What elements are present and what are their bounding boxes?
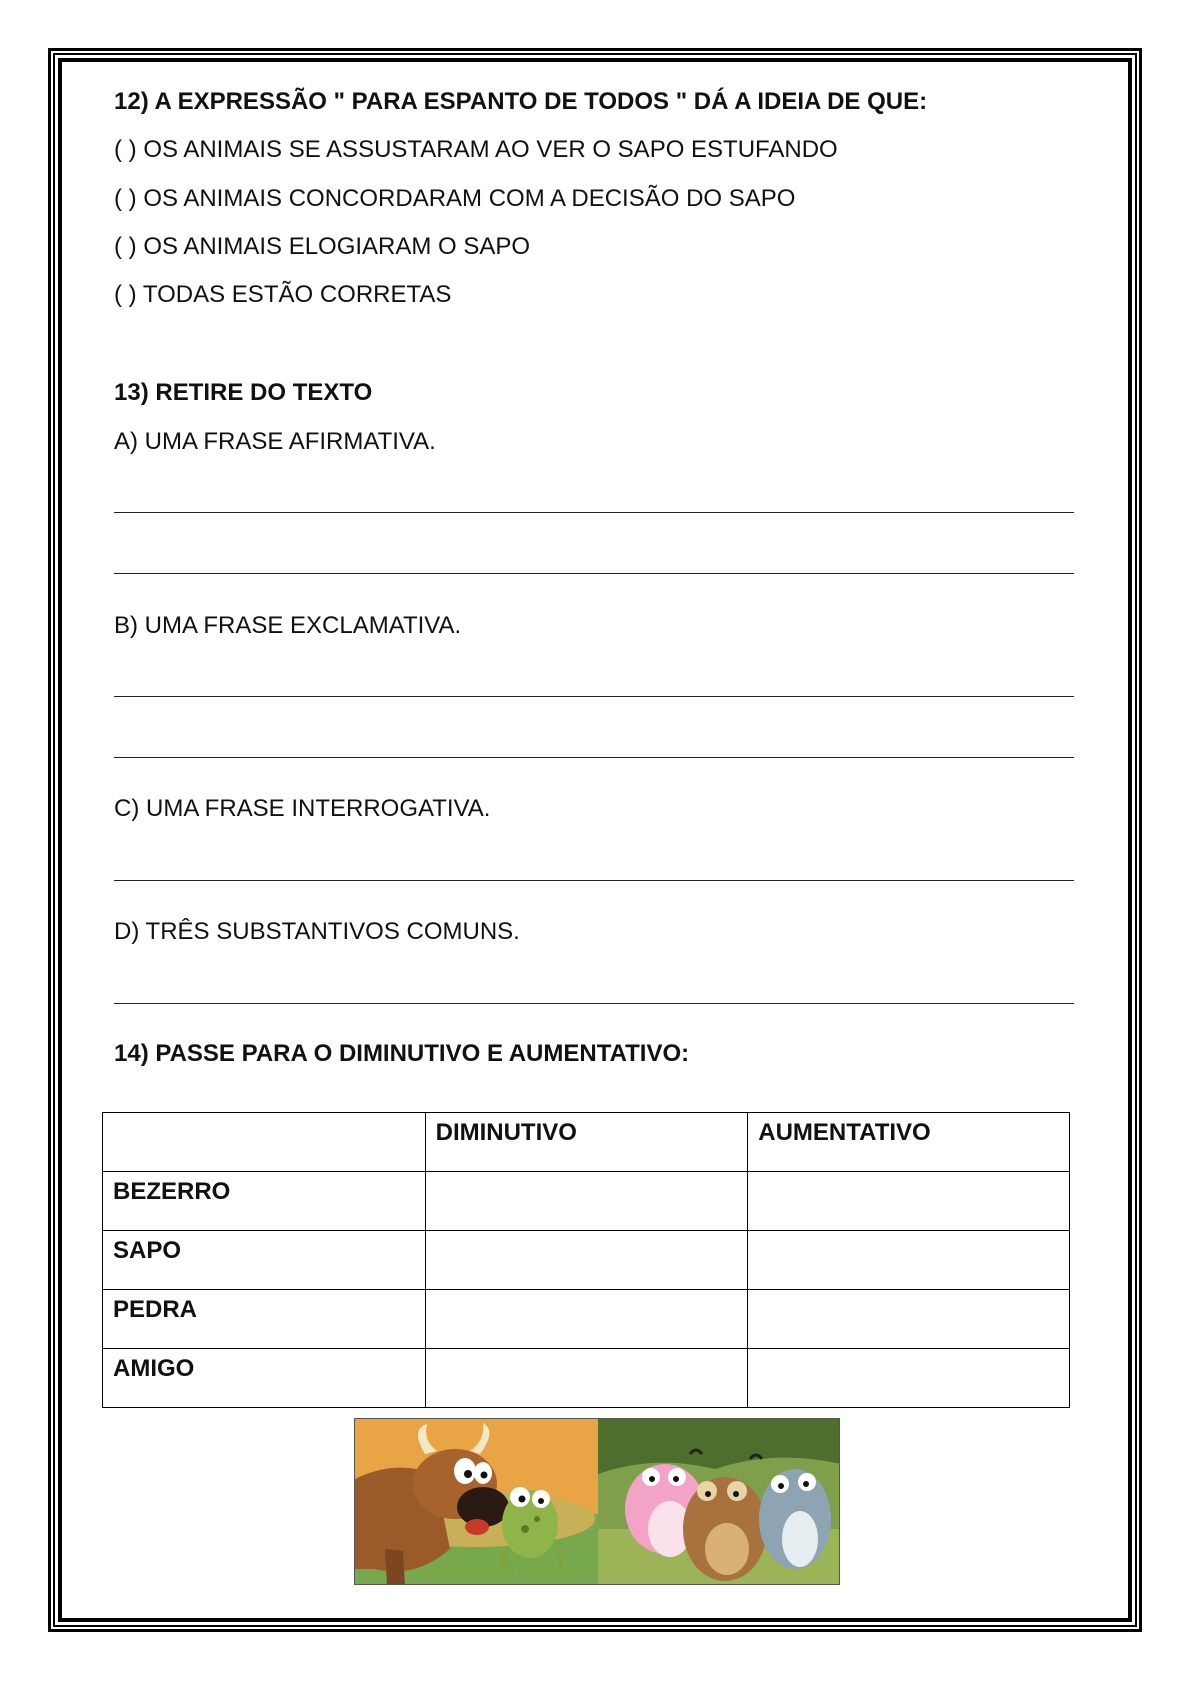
question-13-title: 13) RETIRE DO TEXTO [114,379,373,406]
answer-line[interactable] [114,512,1074,513]
table-row-word: AMIGO [103,1349,426,1408]
diminutive-answer-cell[interactable] [425,1290,748,1349]
question-12-option-1[interactable]: ( ) OS ANIMAIS SE ASSUSTARAM AO VER O SAPO ESTUFANDO [114,136,838,163]
augmentative-answer-cell[interactable] [748,1172,1070,1231]
table-row [103,1231,1070,1290]
question-12-option-3[interactable]: ( ) OS ANIMAIS ELOGIARAM O SAPO [114,233,531,260]
table-row [103,1172,1070,1231]
table-header-row [103,1113,1070,1172]
table-header-empty [103,1113,426,1172]
answer-line[interactable] [114,757,1074,758]
question-12-title: 12) A EXPRESSÃO " PARA ESPANTO DE TODOS " DÁ A IDEIA DE QUE: [114,88,928,115]
question-12-option-2[interactable]: ( ) OS ANIMAIS CONCORDARAM COM A DECISÃO DO SAPO [114,185,796,212]
table-header-augmentative: AUMENTATIVO [748,1113,1070,1172]
question-13-item-b: B) UMA FRASE EXCLAMATIVA. [114,612,462,639]
answer-line[interactable] [114,573,1074,574]
table-row [103,1290,1070,1349]
question-13-item-c: C) UMA FRASE INTERROGATIVA. [114,795,491,822]
table-row-word: BEZERRO [103,1172,426,1231]
diminutive-answer-cell[interactable] [425,1349,748,1408]
answer-line[interactable] [114,696,1074,697]
question-13-item-a: A) UMA FRASE AFIRMATIVA. [114,428,436,455]
diminutive-answer-cell[interactable] [425,1172,748,1231]
question-13-item-d: D) TRÊS SUBSTANTIVOS COMUNS. [114,918,520,945]
augmentative-answer-cell[interactable] [748,1290,1070,1349]
table-header-diminutive: DIMINUTIVO [425,1113,748,1172]
question-14-title: 14) PASSE PARA O DIMINUTIVO E AUMENTATIVO: [114,1040,690,1067]
augmentative-answer-cell[interactable] [748,1349,1070,1408]
cartoon-illustration [354,1418,840,1585]
question-12-option-4[interactable]: ( ) TODAS ESTÃO CORRETAS [114,281,452,308]
table-row-word: SAPO [103,1231,426,1290]
table-row-word: PEDRA [103,1290,426,1349]
table-row [103,1349,1070,1408]
augmentative-answer-cell[interactable] [748,1231,1070,1290]
answer-line[interactable] [114,880,1074,881]
answer-line[interactable] [114,1003,1074,1004]
diminutive-answer-cell[interactable] [425,1231,748,1290]
cartoon-illustration-art [355,1419,840,1585]
diminutive-augmentative-table [102,1112,1070,1408]
